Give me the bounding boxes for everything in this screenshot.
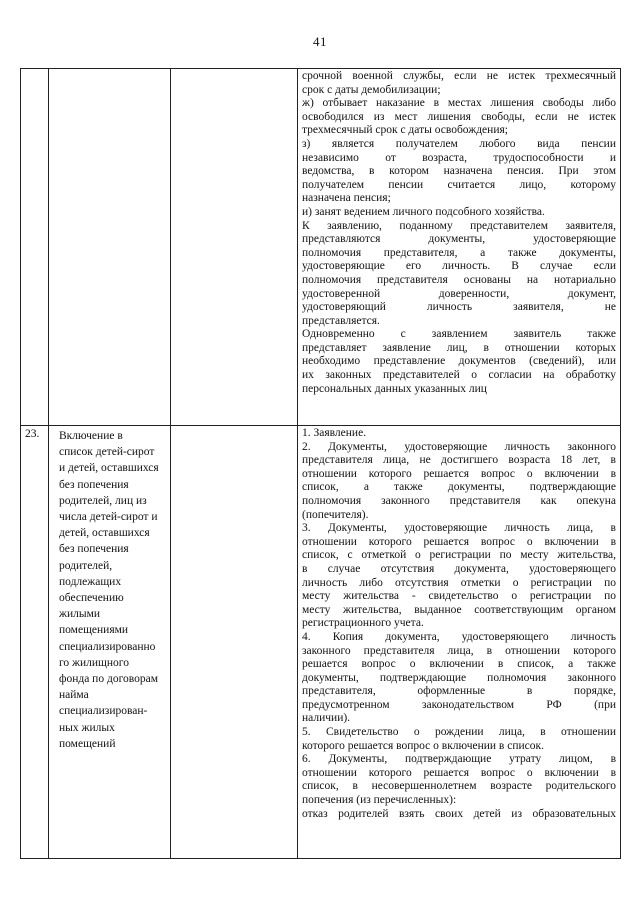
row-number-cell: 23.: [21, 426, 49, 859]
document-line: в случае отсутствия документа, удостоверяющего: [302, 562, 616, 575]
document-line: представителя, оформленные в порядке,: [302, 685, 616, 698]
document-line: отказ родителей взять своих детей из образовательных: [302, 807, 616, 820]
document-line: представителя лица, не достигшего возраста 18 лет, в: [302, 454, 616, 467]
empty-cell: [171, 69, 298, 426]
document-line: отношении которого решается вопрос о включении в: [302, 766, 616, 779]
service-name-line: подлежащих: [59, 575, 122, 588]
document-line: ведомства, в котором назначена пенсия. При этом: [302, 165, 616, 178]
service-name-line: родителей, лиц из: [59, 494, 147, 507]
document-line: Одновременно с заявлением заявитель также: [302, 328, 616, 341]
service-name-line: найма: [59, 689, 89, 702]
document-line: 2. Документы, удостоверяющие личность законного: [302, 440, 616, 453]
document-line: представляются документы, удостоверяющие: [302, 233, 616, 246]
document-line: список, а также документы, подтверждающие: [302, 481, 616, 494]
document-line: список, в несовершеннолетнем возрасте родительского: [302, 780, 616, 793]
document-line: (попечителя).: [302, 508, 369, 521]
table-row: [21, 69, 621, 426]
document-line: отношении которого решается вопрос о включении в: [302, 467, 616, 480]
documents-cell: [298, 426, 621, 859]
service-name-line: ных жилых: [59, 721, 115, 734]
document-line: отношении которого решается вопрос о включении в: [302, 535, 616, 548]
empty-cell: [171, 426, 298, 859]
service-name-cell: [49, 69, 171, 426]
document-line: 1. Заявление.: [302, 427, 367, 439]
document-line: ж) отбывает наказание в местах лишения свободы либо: [302, 97, 616, 110]
document-line: законного представителя лица, в отношении которого: [302, 644, 616, 657]
document-line: независимо от возраста, трудоспособности и: [302, 151, 616, 164]
document-line: полномочия законного представителя как опекуна: [302, 494, 616, 507]
document-line: список, с отметкой о регистрации по месту жительства,: [302, 549, 616, 562]
service-name-line: помещениями: [59, 624, 129, 637]
document-line: персональных данных указанных лиц: [302, 382, 487, 395]
service-name-line: обеспечению: [59, 592, 124, 605]
service-name-line: специализирован-: [59, 705, 148, 718]
service-name-line: фонда по договорам: [59, 673, 158, 686]
page-number: 41: [313, 34, 327, 49]
document-line: удостоверенной доверенности, документ,: [302, 287, 616, 300]
document-line: получателем пенсии считается лицо, которому: [302, 178, 616, 191]
service-name-line: числа детей-сирот и: [59, 511, 158, 524]
document-line: срок с даты демобилизации;: [302, 83, 441, 96]
document-line: документы, подтверждающие полномочия законного: [302, 671, 616, 684]
document-line: необходимо представление документов (сведений), или: [302, 355, 616, 368]
document-line: их законных представителей о согласии на обработку: [302, 369, 616, 382]
document-line: 4. Копия документа, удостоверяющего личность: [302, 630, 616, 643]
document-line: предусмотренном законодательством РФ (при: [302, 698, 616, 711]
service-name-line: Включение в: [59, 430, 123, 442]
document-line: решается вопрос о включении в список, а также: [302, 658, 616, 671]
document-line: наличии).: [302, 712, 351, 725]
document-line: регистрационного учета.: [302, 617, 424, 630]
document-line: месту жительства - свидетельство о регистрации по: [302, 590, 616, 603]
documents-cell: [298, 69, 621, 426]
documents-text: [302, 427, 616, 821]
service-name-line: без попечения: [59, 543, 129, 556]
document-line: представляется.: [302, 314, 380, 327]
service-name-line: жилыми: [59, 608, 100, 621]
document-line: 6. Документы, подтверждающие утрату лицом, в: [302, 753, 616, 766]
document-line: личность либо отсутствия отметки о регистрации по: [302, 576, 616, 589]
documents-text: [302, 70, 616, 396]
document-line: трехмесячный срок с даты освобождения;: [302, 124, 508, 137]
services-table: [20, 68, 621, 859]
document-line: з) является получателем любого вида пенсии: [302, 137, 616, 150]
table-row: [21, 426, 621, 859]
document-line: месту жительства, выданное соответствующим органом: [302, 603, 616, 616]
document-line: срочной военной службы, если не истек трехмесячный: [302, 70, 616, 82]
service-name-line: и детей, оставшихся: [59, 462, 159, 475]
service-name-line: детей, оставшихся: [59, 527, 150, 540]
document-line: полномочия представителя основаны на нотариально: [302, 273, 616, 286]
document-line: освободился из мест лишения свободы, если не истек: [302, 110, 616, 123]
document-line: удостоверяющие его личность. В случае если: [302, 260, 616, 273]
service-name-line: список детей-сирот: [59, 446, 155, 459]
service-name-line: го жилищного: [59, 656, 129, 669]
document-line: назначена пенсия;: [302, 192, 391, 205]
service-name-line: без попечения: [59, 478, 129, 491]
document-line: попечения (из перечисленных):: [302, 794, 457, 807]
document-line: которого решается вопрос о включении в список.: [302, 739, 544, 752]
document-line: и) занят ведением личного подсобного хозяйства.: [302, 205, 545, 218]
service-name-line: помещений: [59, 737, 116, 750]
service-name-line: специализированно: [59, 640, 156, 653]
document-line: 3. Документы, удостоверяющие личность лица, в: [302, 522, 616, 535]
document-line: удостоверяющий личность заявителя, не: [302, 301, 616, 314]
service-name-line: родителей,: [59, 559, 113, 572]
row-number-cell: [21, 69, 49, 426]
document-line: К заявлению, поданному представителем заявителя,: [302, 219, 616, 232]
service-name-cell: [49, 426, 171, 859]
document-line: 5. Свидетельство о рождении лица, в отношении: [302, 726, 616, 739]
document-line: представляет заявление лиц, в отношении которых: [302, 341, 616, 354]
document-line: полномочия представителя, а также документы,: [302, 246, 616, 259]
